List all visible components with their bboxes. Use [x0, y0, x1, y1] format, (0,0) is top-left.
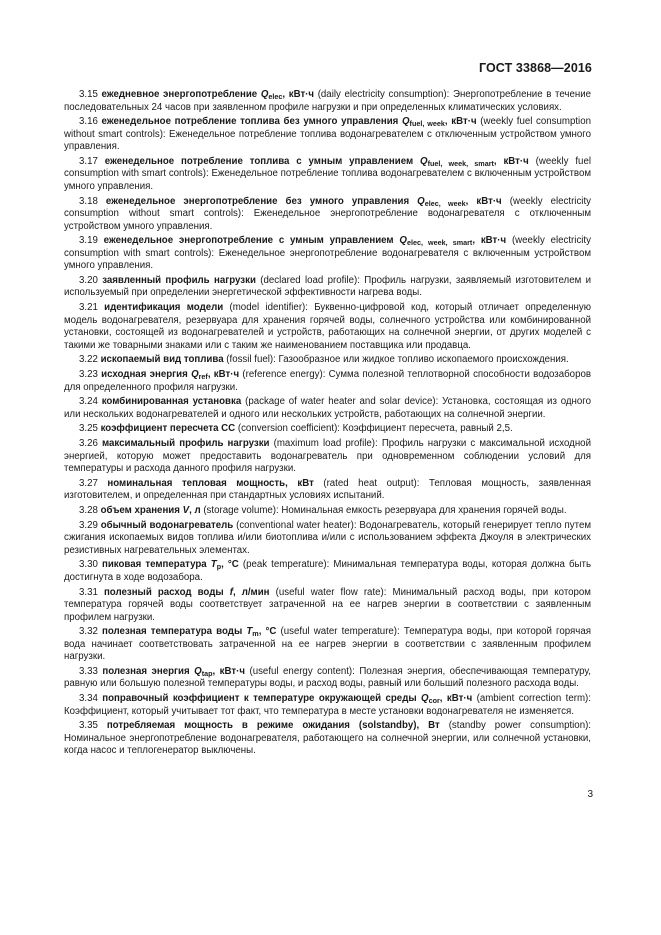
term-heading — [102, 89, 315, 100]
term-text: (rated heat output): Тепловая мощность, заявленная изготовителем, и определенная при стандартных условиях испытаний. — [64, 477, 591, 502]
term-text: (fossil fuel): Газообразное или жидкое топливо ископаемого происхождения. — [223, 354, 569, 366]
term-definition — [64, 438, 591, 476]
term-text: (standby power consumption): Номинальное энергопотребление водонагревателя, работающего на солнечной энергии, или солнечной установки, когда насос и теплогенератор выключены. — [64, 720, 591, 757]
term-number: 3.31 — [79, 586, 98, 598]
term-text: (peak temperature): Минимальная температура воды, которая должна быть достигнута в ходе водозабора. — [64, 559, 591, 583]
term-name: пиковая температура — [101, 559, 207, 571]
term-definition — [64, 369, 591, 394]
term-unit: , л/мин — [232, 586, 270, 598]
term-name: ежедневное энергопотребление — [101, 89, 258, 100]
term-unit: , кВт·ч — [207, 369, 240, 380]
term-name: поправочный коэффициент к температуре окружающей среды — [102, 693, 417, 705]
term-name: еженедельное энергопотребление без умного управления — [105, 195, 410, 207]
term-number: 3.26 — [79, 438, 98, 450]
term-heading — [106, 196, 502, 207]
term-definition — [64, 559, 591, 584]
term-heading — [101, 354, 224, 365]
term-number: 3.33 — [79, 665, 98, 677]
term-symbol: Q — [402, 116, 410, 128]
term-text: (useful water temperature): Температура воды, при которой горячая вода начинает соответствовать затраченной на ее нагрев энергии в соответствии с заявленным профилем нагрузки. — [64, 626, 591, 663]
term-symbol: f — [229, 586, 233, 598]
term-text: (ambient correction term): Коэффициент, который учитывает тот факт, что температура в месте установки водонагревателя не изменяется. — [64, 693, 591, 717]
term-text: (model identifier): Буквенно-цифровой код, который отличает определенную модель водонагревателя, резервуара для хранения горячей воды, солнечного устройства или комбинированной установки, состоящей из водонагревателей и устройств, работающих на солнечной энергии, от других моделей с такими же товарными знаками или с таким же наименованием поставщика или продавца. — [64, 302, 591, 351]
term-definition — [64, 396, 591, 421]
term-subscript: tap — [201, 668, 213, 678]
term-name: еженедельное потребление топлива с умным управлением — [104, 155, 414, 167]
term-number: 3.32 — [79, 626, 98, 638]
term-heading — [102, 693, 472, 704]
term-name: исходная энергия — [101, 369, 188, 380]
term-definition — [64, 275, 591, 300]
term-number: 3.27 — [79, 477, 98, 489]
term-heading — [101, 369, 239, 380]
term-symbol: V — [182, 504, 190, 516]
term-definition — [64, 720, 591, 758]
term-number: 3.25 — [79, 423, 98, 435]
term-definition — [64, 196, 591, 234]
term-subscript: elec — [268, 92, 283, 101]
term-heading — [102, 116, 477, 127]
term-name: объем хранения — [100, 504, 180, 516]
term-unit: , кВт·ч — [282, 89, 315, 100]
term-text: (useful water flow rate): Минимальный расход воды, при котором температура горячей воды соответствует затраченной на ее нагрев энергии в соответствии с заявленным профилем нагрузки. — [64, 586, 591, 623]
term-text: (declared load profile): Профиль нагрузки, заявляемый изготовителем и используемый при определении энергетической эффективности нагрева воды. — [64, 274, 591, 299]
term-number: 3.18 — [79, 195, 98, 207]
term-heading — [102, 438, 270, 449]
term-unit: , кВт·ч — [465, 195, 502, 207]
term-symbol: Q — [399, 235, 407, 247]
term-unit: , кВт·ч — [444, 116, 477, 128]
term-definition — [64, 302, 591, 352]
term-number: 3.28 — [79, 504, 98, 516]
term-number: 3.23 — [79, 369, 98, 380]
term-number: 3.34 — [79, 693, 98, 705]
term-heading — [102, 275, 256, 286]
term-definition — [64, 626, 591, 664]
terms-list — [64, 89, 591, 760]
term-heading — [102, 666, 245, 677]
term-heading — [101, 423, 236, 434]
term-name: еженедельное энергопотребление с умным управлением — [103, 235, 394, 247]
term-definition — [64, 693, 591, 718]
term-symbol: T — [246, 626, 253, 638]
term-definition — [64, 156, 591, 194]
term-symbol: Q — [420, 155, 428, 167]
term-symbol: Q — [191, 369, 199, 380]
term-heading — [101, 520, 233, 531]
term-text: (daily electricity consumption): Энергопотребление в течение последовательных 24 часов при заявленном профиле нагрузки и при определенных климатических условиях. — [64, 89, 592, 113]
term-definition — [64, 478, 591, 503]
term-symbol: Q — [417, 195, 425, 207]
term-name: идентификация модели — [104, 302, 224, 314]
page-number: 3 — [587, 789, 593, 800]
term-heading — [102, 626, 276, 637]
term-subscript: fuel, week, smart — [427, 158, 494, 168]
term-name: максимальный профиль нагрузки — [101, 438, 270, 450]
term-text: (weekly fuel consumption without smart controls): Еженедельное потребление топлива водонагревателем с отключенным устройством умного управления. — [64, 116, 591, 153]
term-heading — [104, 587, 270, 598]
term-text: (useful energy content): Полезная энергия, обеспечивающая температуру, равную или большую полезной температуры воды, и расход воды, равный или больший полезного расхода воды. — [64, 665, 591, 690]
term-definition — [64, 235, 591, 273]
term-name: полезная температура воды — [102, 626, 243, 638]
term-text: (weekly fuel consumption with smart controls): Еженедельное потребление топлива водонагревателем с включенным устройством умного управления. — [64, 155, 591, 192]
term-subscript: elec, week — [424, 198, 466, 208]
term-text: (maximum load profile): Профиль нагрузки с максимальной исходной энергией, которую может предоставить водонагреватель при одновременном соблюдении условий для температуры и расхода данного профиля нагрузки. — [64, 438, 591, 475]
document-id: ГОСТ 33868—2016 — [478, 61, 592, 75]
term-text: (storage volume): Номинальная емкость резервуара для хранения горячей воды. — [200, 504, 567, 516]
term-name: ископаемый вид топлива — [100, 354, 224, 366]
term-text: (package of water heater and solar device): Установка, состоящая из одного или нескольких водонагревателей и одного или нескольких устройств, работающих на солнечной энергии. — [64, 396, 591, 420]
term-subscript: m — [252, 629, 259, 639]
term-unit: , °С — [258, 626, 277, 638]
term-number: 3.24 — [79, 396, 98, 408]
term-heading — [107, 478, 313, 489]
term-definition — [64, 666, 591, 691]
term-heading — [107, 720, 440, 731]
term-name: заявленный профиль нагрузки — [102, 274, 256, 286]
term-subscript: ref — [198, 372, 208, 381]
term-subscript: fuel, week — [409, 119, 445, 129]
term-heading — [102, 396, 242, 407]
term-heading — [101, 505, 201, 516]
term-number: 3.21 — [79, 302, 98, 314]
term-symbol: Q — [194, 665, 202, 677]
term-heading — [102, 559, 239, 570]
term-unit: , л — [189, 504, 201, 516]
term-definition — [64, 520, 591, 558]
term-name: комбинированная установка — [101, 396, 242, 408]
term-number: 3.15 — [79, 89, 98, 100]
term-number: 3.30 — [79, 559, 98, 571]
term-definition — [64, 116, 591, 154]
term-number: 3.35 — [79, 720, 98, 732]
term-subscript: elec, week, smart — [406, 238, 473, 248]
term-subscript: p — [216, 562, 222, 572]
term-number: 3.20 — [79, 274, 98, 286]
term-heading — [104, 302, 223, 313]
term-unit: , кВт·ч — [493, 155, 529, 167]
term-name: обычный водонагреватель — [100, 519, 234, 531]
term-name: номинальная тепловая мощность, кВт — [107, 477, 314, 489]
term-unit: , кВт·ч — [439, 693, 473, 705]
term-text: (conversion coefficient): Коэффициент пересчета, равный 2,5. — [235, 423, 513, 435]
term-text: (weekly electricity consumption with smart controls): Еженедельное энергопотребление водонагревателя с включенным устройством умного управления. — [64, 235, 591, 272]
term-name: полезный расход воды — [103, 586, 224, 598]
term-symbol: Q — [421, 693, 429, 705]
term-definition — [64, 89, 591, 114]
term-heading — [105, 156, 529, 167]
term-subscript: cor — [428, 696, 440, 706]
term-name: еженедельное потребление топлива без умного управления — [101, 116, 399, 128]
term-name: полезная энергия — [102, 665, 190, 677]
term-text: (conventional water heater): Водонагреватель, который генерирует тепло путем сжигания ископаемых видов топлива и/или биотоплива и/или с использованием эффекта Джоуля в электрических резистивных нагревательных элементах. — [64, 519, 591, 556]
term-symbol: T — [210, 559, 217, 571]
term-number: 3.16 — [79, 116, 98, 128]
term-name: коэффициент пересчета СС — [100, 423, 236, 435]
term-unit: , кВт·ч — [472, 235, 507, 247]
term-symbol: Q — [260, 89, 269, 100]
term-text: (reference energy): Сумма полезной теплотворной способности водозаборов для определенного профиля нагрузки. — [64, 369, 591, 393]
term-unit: , °С — [221, 559, 239, 571]
term-name: потребляемая мощность в режиме ожидания (solstandby), Вт — [106, 720, 440, 732]
term-number: 3.17 — [79, 155, 98, 167]
term-unit: , кВт·ч — [212, 665, 245, 677]
term-definition — [64, 587, 591, 625]
term-number: 3.29 — [79, 519, 98, 531]
term-definition — [64, 423, 591, 436]
term-definition — [64, 505, 591, 518]
term-definition — [64, 354, 591, 367]
term-heading — [104, 235, 506, 246]
term-number: 3.19 — [79, 235, 98, 247]
term-number: 3.22 — [79, 354, 98, 366]
term-text: (weekly electricity consumption without smart controls): Еженедельное энергопотребление водонагревателя с отключенным устройством умного управления. — [64, 195, 591, 232]
